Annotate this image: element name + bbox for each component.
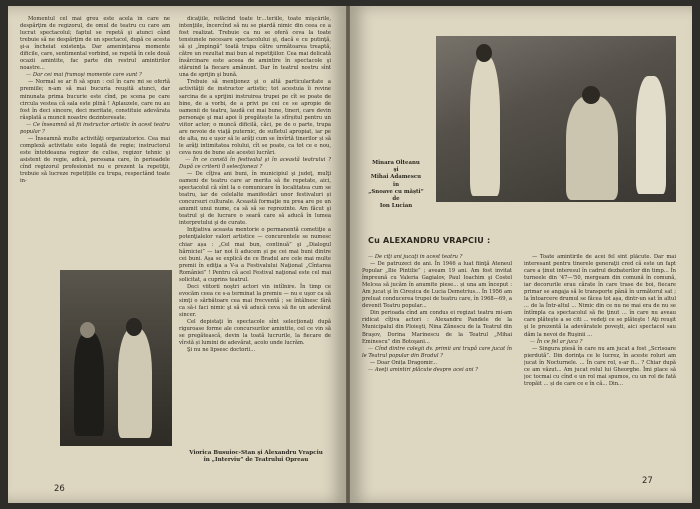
paragraph: — Cînd dintre colegii dv. primii ani trupă care jucat în le Teatrul popular din Bradul ? — [362, 345, 512, 359]
right-page — [350, 6, 692, 503]
caption-line: în — [393, 181, 399, 188]
paragraph: Cel depistaţi în spectacole sînt selecţionaţi după riguroase forme ale concursurilor amintite, cel ce vin să se pregătească, devin la toată lucrurile, la fiecare de vîrstă și lumini de adevărat, acolo unde lucrăm. — [179, 319, 331, 347]
paragraph: Deci viitorii noştri actori vin intîlnire. În timp ce evocăm ceea ce s-a terminat la premiu — nu e uşor ca să simţi o sărbătoare cea mai frecventă ; se întâlnesc fără ca să-i faci nimic şi să vă aducă ceva să fie un adevărat sincer. — [179, 283, 331, 318]
paragraph: Şi nu ne lipsesc doctorii... — [187, 347, 256, 354]
paragraph: Din perioada cînd am condus ei regizat teatru mi-am ridicat cîţiva actori : Alexandru Pandele de la Municipalul din Ploieşti, Nina Zănescu de la Teatrul din Braşov, Dorina Marinescu de la Teatrul „Mihai Eminescu” din Botoşani... — [362, 310, 512, 345]
paragraph: — În ce fel ar juca ? — [530, 338, 583, 345]
paragraph: Iniţiativa aceasta mentorie o permanentă cometiţie a potenţialelor valori artistice — concurentele se numesc chiar așa : „Cel mai bun, continuă” şi „Dialogul hărniciei” — iar noi îi aducem și pe cei mai buni dintre cei buni. Așa se explică de ce Bradul are cele mai multe premii în ediţia a V-a a Festivalului Naţional „Cîntarea României” ! Pentru că acel Festival naţional este cel mai solicitat, a cuprins teatrul. — [179, 227, 331, 283]
caption-line: „Snoave cu măști” — [368, 188, 424, 195]
background-figure — [636, 76, 666, 194]
paragraph: dicaţiile, refăcînd toate tr…teriile, toate mişcările, intenţiile, încercînd să nu se piardă nimic din ceea ce a fost realizat. Trebuie ca nu se oferă ceva la toate tensiunele necesare spectacolului şi, dacă e cu putinţă, să și „împingă” toată trupa către următoarea treaptă, către un rezultat mai bun al repetiţiilor. Cea mai delicată însărcinare este aceea de amintire în spectacole şi stăruind la fiecare amănunt. Dar în teatrul nostru sînt una de sprijin şi bună. — [179, 16, 331, 79]
actor-head — [80, 322, 95, 338]
paragraph: — De cîţi ani jucaţi în acest teatru ? — [368, 254, 463, 260]
left-text-column-2 — [179, 16, 331, 436]
caption-line: şi — [393, 167, 399, 174]
paragraph: — Singura piesă în care nu am jucat a fost „Scrisoare pierdută”. Din dorinţa ce le lucrez, în aceste roluri am jucat în Nocturnele. ... În care rol, s-ar fi... ? Chiar după ce am văzut... Am jucat rolul lui Gheorghe. Îmi place să joc tocmai cu cînd e un rol mai spumos, cu un rol de fată tropăit ... și de care ce e în că... Din... — [524, 345, 676, 387]
paragraph: — Înseamnă multe activităţi organizatorice. Cea mai complexă activitate este legată de regie; instructorul este întotdeauna regizor de culise, regizor tehnic şi asistent de regie, adică, persoana care, în perioadele cînd regizorul profesionist nu e prezent la repetiţii, trebuie să lucreze repetițiile cu trupa, respectând toate in- — [20, 135, 170, 185]
actor-figure — [566, 96, 618, 200]
paragraph: Momentul cel mai greu este acela în care ne despărţim de regizorul, de omul de teatru cu care am lucrat spectacolul; faptul se repetă şi atunci când trebuie să ne despărţim de un spectacol, după ce acesta şi-a încheiat existenţa. Dar amenințarea momente dificile, care, sentimental vorbind, se repetă în cele două ocazii amintite, fac parte din restrul amintirilor noastre... — [20, 16, 170, 72]
caption-line: Minara Olteanu — [372, 160, 420, 166]
actor-figure — [74, 332, 104, 436]
actress-figure — [118, 328, 152, 438]
left-photo-caption: Viorica Busuioc-Stan şi Alexandru Vrapciu în „Interviu” de Teatrului Opreau — [189, 450, 323, 464]
actor-head — [582, 86, 600, 104]
paragraph: Trebuie să menţionez şi o altă particularitate a activităţii de instructor artistic; tot acestuia îi revine sarcina de a sprijini instruirea trupei pe cît se poate de bine, de a vorbi, de a privi pe cei ce se apropie de oamenii de teatru, laudă cei mai bune, tineri, care devin personaje şi mai apoi îi pregătește la sfîrșitul pentru un viitor actor; o muncă dificilă, căci, pe de o parte, trupa are nevoie de viaţă puternic, de sufletul apropiat, iar pe de alta, nu e ușor să le arăţi cum se învîrtă tinerilor și să le arăţi intimitatea rolului, cît se poate, ca tot ce e nou, ceva nou de bune ale acestei lucrări. — [179, 79, 331, 156]
left-stage-photo — [60, 270, 172, 446]
paragraph: — Dar cei mai frumoşi momente care sunt ? — [26, 72, 142, 79]
paragraph: — Doar Onița Dragomir... — [370, 359, 438, 366]
paragraph: — Ce înseamnă să fii instructor artistic în acest teatru popular ? — [20, 121, 170, 135]
left-page — [8, 6, 346, 503]
right-page-number: 27 — [642, 476, 653, 486]
interview-heading: Cu ALEXANDRU VRAPCIU : — [368, 236, 491, 245]
paragraph: — Aveţi amintiri plăcute despre acei ani ? — [368, 366, 478, 373]
paragraph: — În ce constă în festivalul şi în această teatrului ? După ce criterii îl selecţionezi ? — [179, 156, 331, 170]
left-text-column-1 — [20, 16, 170, 278]
actress-figure — [470, 56, 500, 196]
paragraph: — Toate amintirile de acei fel sînt plăcute. Dar mai interesant pentru tinerele generaţii cred că este un fapt care a ținut interesul în cadrul dezbaterilor din timp... În turneele din '47—'50, mergeam din comună în comună, iar decorurile erau cărate în care trase de boi, fiecare primar se angaja să le transporte până în următorul sat ; la întoarcere drumul se făcea tot așa, dintr-un sat în altul ... de la Într-altul ... Nimic din ce nu ne mai era de nu se întîmpla ca spectacolul să fie ţinut ... în care nu aveau care plăteşte a se citi ... vedeţi ce se plăteşte ! Aţi reuşit şi le prezentă la adevăratele poveşti, aici spectacol sau dăm la nevoi de Ruşinii ... — [524, 254, 676, 338]
caption-line: de — [392, 196, 400, 203]
right-stage-photo — [436, 36, 676, 202]
paragraph: — De patruzeci de ani. În 1946 a luat fiinţă Ateneul Popular „Ilie Pintilie” ; aveam 19 ani. Am fost invitat împreună cu Valeria Gagialov, Paul Ioachim şi Costel Melcea să jucăm în anumite piese... și una am început : Am jucat şi în Cireșica de Lucia Demetrius... În 1956 am preluat conducerea trupei de teatru care, în 1968—69, a devenit Teatru popular... — [362, 261, 512, 310]
caption-line: Mihai Adamescu — [370, 174, 422, 181]
right-text-column-1 — [362, 254, 512, 488]
actress-head — [476, 44, 492, 62]
caption-line: Ion Lucian — [379, 203, 413, 210]
paragraph: — Normal se ar fi să spun : cel în care mi se ofertă premiile; n-am să mai bucuria reuşită atunci, dar minunata prima bucurie este cînd, pe scena pe care circula vestea că sala este plină ! Aplauzele, care nu au fost în deci sincere, deci meritate, constituie adevărata răsplată a muncii noastre dezinteresate. — [20, 79, 170, 121]
left-page-number: 26 — [54, 484, 65, 494]
actress-head — [126, 318, 142, 336]
right-photo-caption — [356, 160, 436, 210]
right-text-column-2 — [524, 254, 676, 480]
paragraph: — De cîţiva ani buni, în municipiul şi judeţ, mulţi oameni de teatru care ar merita să fie repetate, aici, spectacolul că sînt la o comunicare în localitatea cum se teatru, iar de celelalte manifestări unor festivaluri și concursuri culturale. Această formaţie nu prea are pe un anumit unui nume, ca să să se reprezinte. Am făcut şi teatrul şi de lucrare o seară care să aducă în lumea interpretului şi de curate. — [179, 171, 331, 227]
